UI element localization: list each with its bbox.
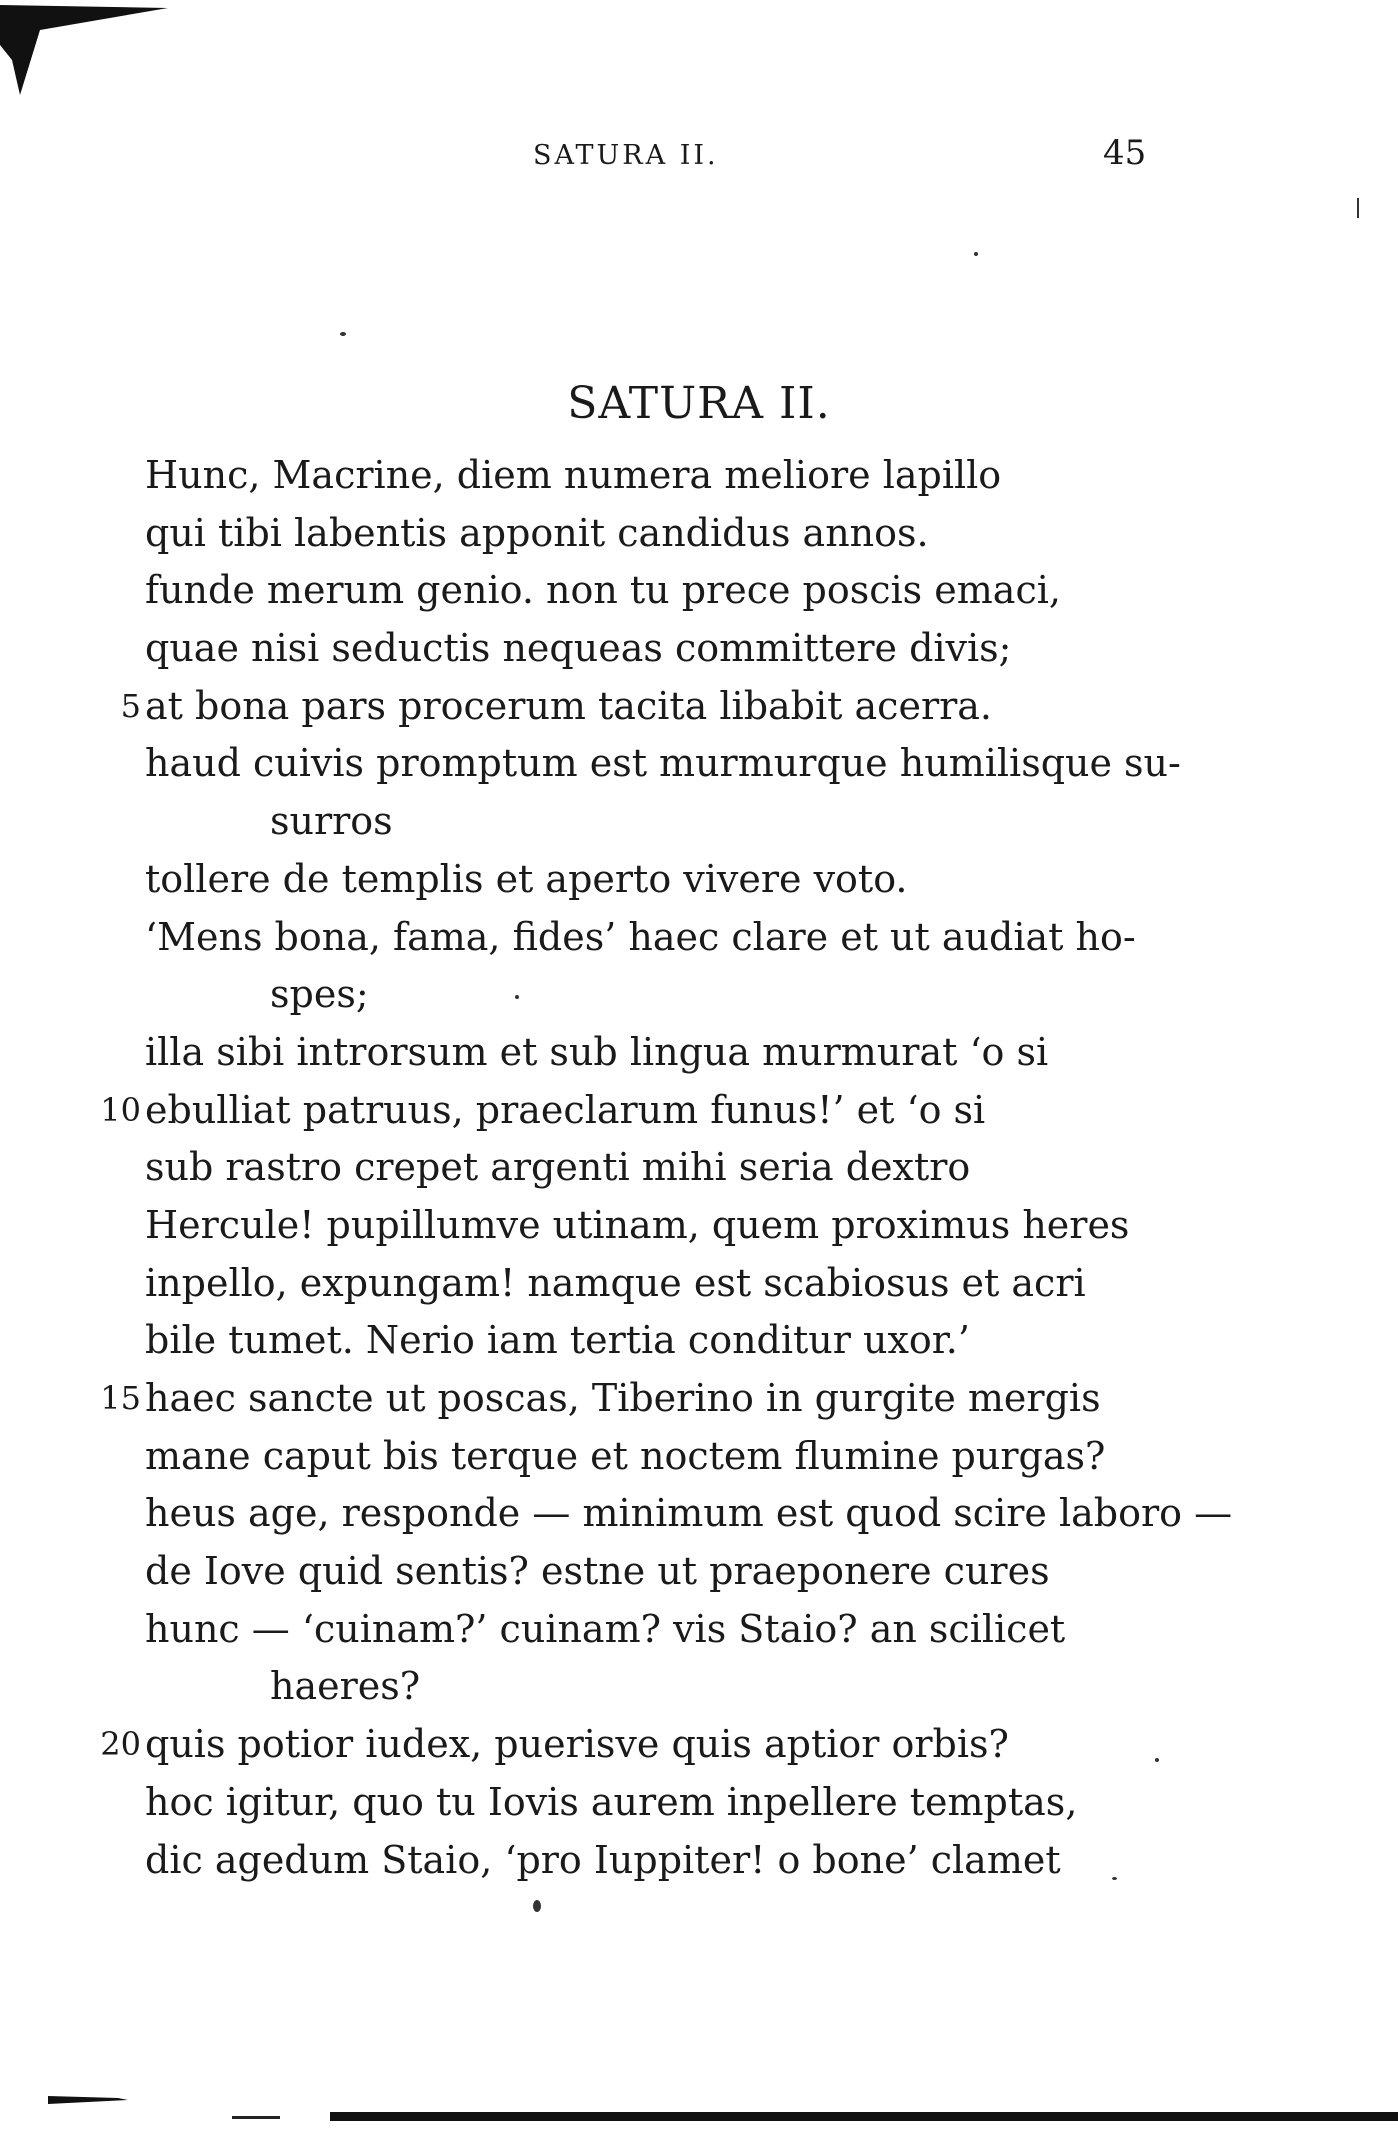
ink-speck xyxy=(1357,198,1359,218)
line-text: quis potior iudex, puerisve quis aptior orbis? xyxy=(145,1722,1009,1767)
poem-line xyxy=(0,793,1398,851)
line-text: hunc — ‘cuinam?’ cuinam? vis Staio? an scilicet xyxy=(145,1606,1066,1651)
satura-title: SATURA II. xyxy=(567,378,831,429)
running-head: SATURA II. xyxy=(533,140,719,171)
ink-speck xyxy=(974,252,978,256)
line-text: spes; xyxy=(270,972,369,1017)
poem-line xyxy=(0,1658,1398,1716)
ink-speck xyxy=(533,1900,541,1912)
ink-speck xyxy=(515,995,519,999)
poem-line xyxy=(0,1428,1398,1486)
poem-line xyxy=(0,851,1398,909)
poem-line xyxy=(0,1312,1398,1370)
line-text: sub rastro crepet argenti mihi seria dextro xyxy=(145,1145,971,1190)
line-text: Hunc, Macrine, diem numera meliore lapillo xyxy=(145,453,1002,497)
poem-line xyxy=(0,562,1398,620)
line-text: funde merum genio. non tu prece poscis emaci, xyxy=(145,568,1061,613)
poem-line xyxy=(0,505,1398,563)
poem-line xyxy=(0,1543,1398,1601)
poem-line xyxy=(0,678,1398,736)
line-text: hoc igitur, quo tu Iovis aurem inpellere temptas, xyxy=(145,1779,1078,1824)
poem-text xyxy=(0,447,1398,1889)
ink-speck xyxy=(1155,1758,1159,1762)
line-text: haec sancte ut poscas, Tiberino in gurgite mergis xyxy=(145,1376,1101,1420)
poem-line xyxy=(0,1255,1398,1313)
ink-speck xyxy=(340,332,346,336)
poem-line xyxy=(0,909,1398,967)
page-number: 45 xyxy=(1103,133,1147,173)
bottom-arrow-mark xyxy=(48,2086,128,2106)
line-text: Hercule! pupillumve utinam, quem proximus heres xyxy=(145,1202,1130,1247)
line-text: de Iove quid sentis? estne ut praeponere cures xyxy=(145,1549,1050,1594)
poem-line xyxy=(0,1832,1398,1890)
poem-line xyxy=(0,1082,1398,1140)
line-number: 10 xyxy=(100,1090,141,1129)
poem-line xyxy=(0,966,1398,1024)
line-text: qui tibi labentis apponit candidus annos. xyxy=(145,510,929,555)
poem-line xyxy=(0,1370,1398,1428)
poem-line xyxy=(0,735,1398,793)
poem-line xyxy=(0,1774,1398,1832)
line-text: ebulliat patruus, praeclarum funus!’ et ‘o si xyxy=(145,1087,986,1132)
poem-line xyxy=(0,1197,1398,1255)
line-text: inpello, expungam! namque est scabiosus et acri xyxy=(145,1260,1086,1305)
line-text: surros xyxy=(270,799,393,844)
line-text: quae nisi seductis nequeas committere divis; xyxy=(145,626,1012,671)
poem-line xyxy=(0,1139,1398,1197)
poem-line xyxy=(0,1716,1398,1774)
line-text: mane caput bis terque et noctem flumine purgas? xyxy=(145,1433,1106,1478)
poem-line xyxy=(0,447,1398,505)
line-number: 15 xyxy=(100,1379,141,1417)
line-text: bile tumet. Nerio iam tertia conditur uxor.’ xyxy=(145,1318,970,1363)
ink-speck xyxy=(1112,1877,1117,1880)
line-text: haeres? xyxy=(270,1664,421,1709)
poem-line xyxy=(0,620,1398,678)
bottom-rule xyxy=(330,2112,1398,2121)
corner-mark xyxy=(0,0,170,100)
line-text: haud cuivis promptum est murmurque humilisque su- xyxy=(145,741,1181,786)
line-number: 20 xyxy=(100,1725,141,1764)
line-text: heus age, responde — minimum est quod scire laboro — xyxy=(145,1491,1233,1536)
line-text: illa sibi introrsum et sub lingua murmurat ‘o si xyxy=(145,1029,1049,1074)
poem-line xyxy=(0,1601,1398,1659)
poem-line xyxy=(0,1485,1398,1543)
poem-line xyxy=(0,1024,1398,1082)
line-text: ‘Mens bona, fama, fides’ haec clare et ut audiat ho- xyxy=(145,914,1136,959)
line-number: 5 xyxy=(120,686,141,725)
line-text: tollere de templis et aperto vivere voto. xyxy=(145,856,908,901)
bottom-rule-segment xyxy=(232,2116,280,2119)
line-text: dic agedum Staio, ‘pro Iuppiter! o bone’ clamet xyxy=(145,1837,1061,1882)
line-text: at bona pars procerum tacita libabit acerra. xyxy=(145,683,993,728)
